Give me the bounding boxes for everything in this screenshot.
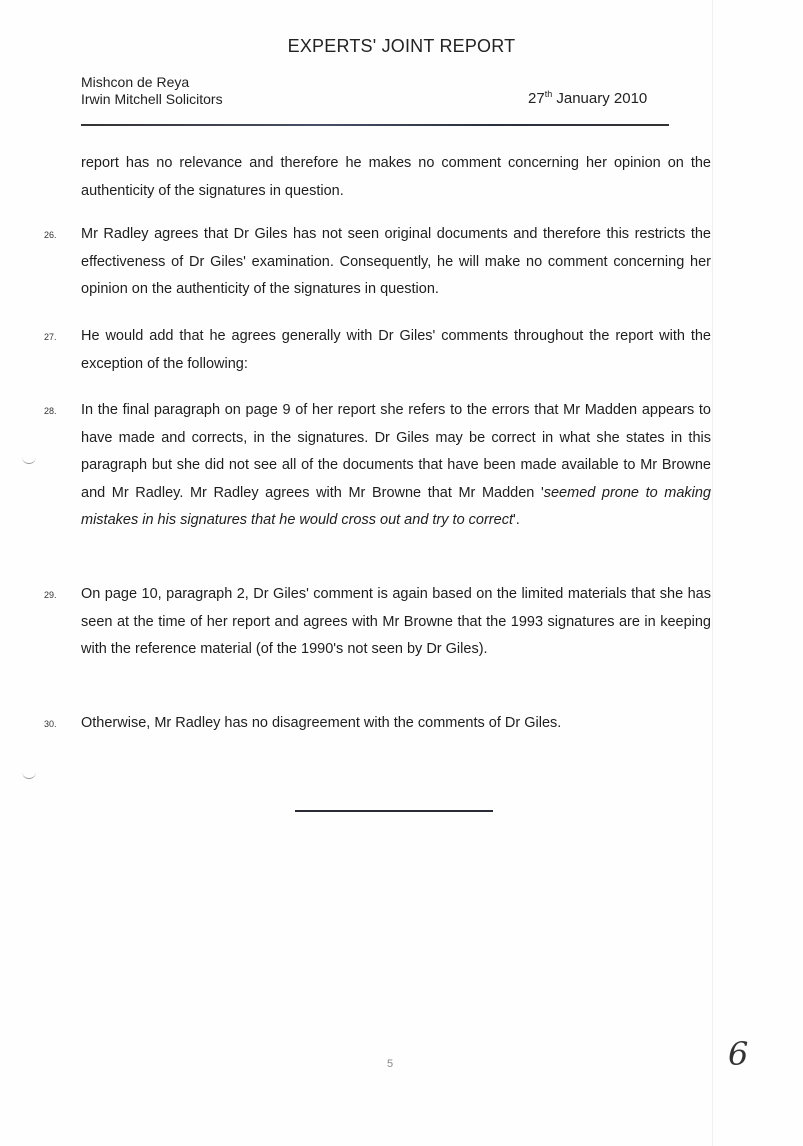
report-date: 27th January 2010 [528,89,648,107]
party-name: Irwin Mitchell Solicitors [81,91,223,107]
scan-edge [712,0,713,1146]
paragraph-30: Otherwise, Mr Radley has no disagreement with the comments of Dr Giles. [81,715,562,731]
continuation-paragraph: report has no relevance and therefore he makes no comment concerning her opinion on the authenticity of the signatures in question. [81,155,711,199]
paragraph-28: In the final paragraph on page 9 of her report she refers to the errors that Mr Madden appears to have made and corrects, in the signatures. Dr Giles may be correct in what she states in this paragraph but she did not see all of the documents that have been made available to Mr Browne and Mr Radley. Mr Radley agrees with Mr Browne that Mr Madden 'seemed prone to making mistakes in his signatures that he would cross out and try to correct'. [81,402,712,528]
punch-hole-mark [22,770,36,779]
paragraph-number: 27. [44,332,57,342]
header-divider [81,124,669,126]
paragraph-29: On page 10, paragraph 2, Dr Giles' comment is again based on the limited materials that she has seen at the time of her report and agrees with Mr Browne that the 1993 signatures are in keeping with the reference material (of the 1990's not seen by Dr Giles). [81,586,711,657]
paragraph-number: 28. [44,406,57,416]
handwritten-page-number: 6 [728,1035,749,1073]
page-number: 5 [387,1058,394,1070]
paragraph-27: He would add that he agrees generally with Dr Giles' comments throughout the report with the exception of the following: [81,328,711,372]
paragraph-number: 29. [44,590,57,600]
paragraph-number: 26. [44,230,57,240]
punch-hole-mark [22,455,36,464]
paragraph-number: 30. [44,719,57,729]
party-name: Mishcon de Reya [81,74,190,90]
parties-block [81,74,223,108]
quoted-text: seemed prone to making mistakes in his signatures that he would cross out and try to correct [81,484,712,528]
end-divider [295,810,493,812]
document-title: EXPERTS' JOINT REPORT [287,36,516,56]
paragraph-26: Mr Radley agrees that Dr Giles has not seen original documents and therefore this restricts the effectiveness of Dr Giles' examination. Consequently, he will make no comment concerning her opinion on the authenticity of the signatures in question. [81,226,711,297]
